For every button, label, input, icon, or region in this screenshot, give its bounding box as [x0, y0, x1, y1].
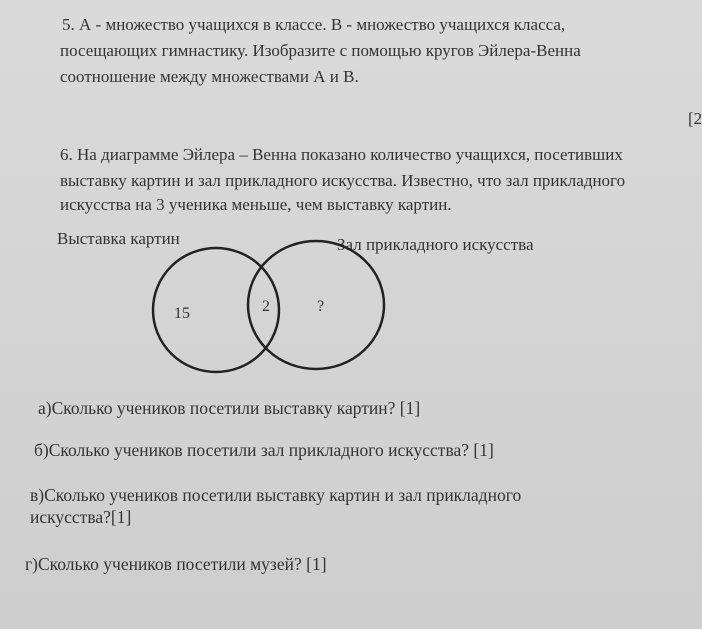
task6-line-3: искусства на 3 ученика меньше, чем выставку картин.	[60, 195, 452, 214]
question-d: г)Сколько учеников посетили музей? [1]	[25, 554, 327, 574]
task5-line-3: соотношение между множествами А и В.	[60, 67, 359, 86]
task5-line-2: посещающих гимнастику. Изобразите с помощью кругов Эйлера-Венна	[60, 41, 581, 60]
task6-line-1: 6. На диаграмме Эйлера – Венна показано количество учащихся, посетивших	[60, 145, 623, 164]
task6-line-2: выставку картин и зал прикладного искусства. Известно, что зал прикладного	[60, 171, 626, 190]
venn-right-only-value: ?	[317, 298, 325, 315]
question-b: б)Сколько учеников посетили зал прикладного искусства? [1]	[34, 440, 494, 460]
edge-fragment: [2	[688, 109, 702, 128]
venn-left-only-value: 15	[174, 305, 190, 322]
question-c-line-1: в)Сколько учеников посетили выставку картин и зал прикладного	[30, 485, 522, 505]
question-a: а)Сколько учеников посетили выставку картин? [1]	[38, 398, 421, 418]
venn-intersection-value: 2	[262, 298, 270, 315]
venn-right-label: Зал прикладного искусства	[337, 235, 534, 254]
venn-left-label: Выставка картин	[57, 229, 180, 248]
task5-line-1: 5. А - множество учащихся в классе. В - множество учащихся класса,	[62, 15, 566, 34]
question-c-line-2: искусства?[1]	[30, 507, 132, 527]
